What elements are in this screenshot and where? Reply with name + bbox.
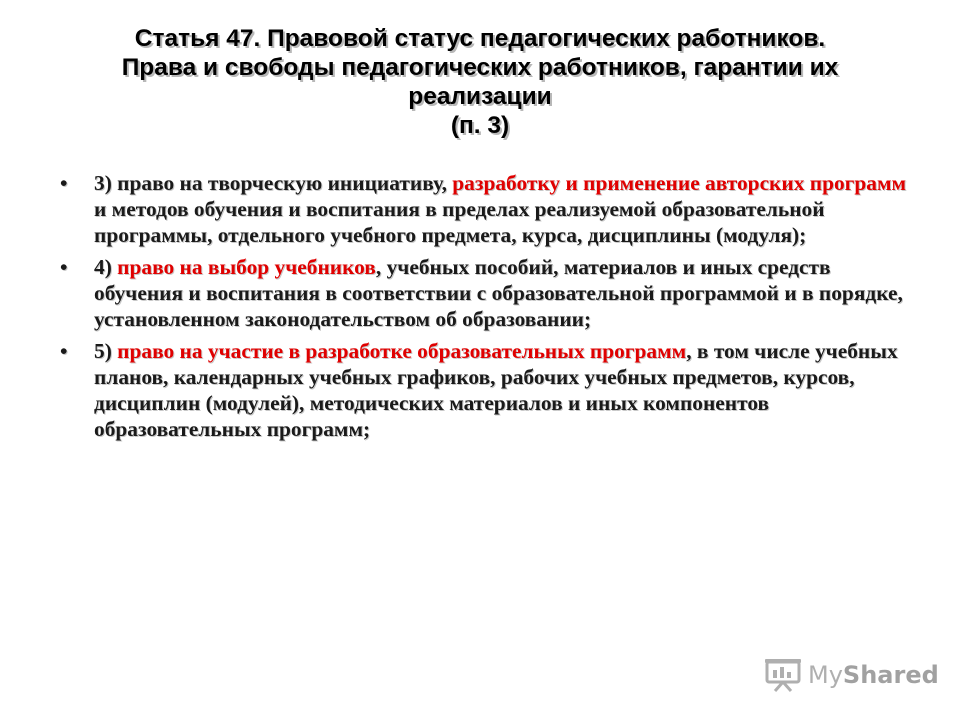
- item-highlight: разработку и применение авторских программ: [452, 171, 907, 195]
- list-item: [60, 170, 910, 248]
- bullet-icon: •: [60, 255, 68, 279]
- watermark-prefix: My: [808, 661, 843, 689]
- title-line-3: реализации: [408, 83, 552, 110]
- slide-body: [60, 170, 910, 448]
- item-text: 5): [94, 339, 118, 363]
- item-text-rest: , учебных пособий, материалов и иных средств обучения и воспитания в соответствии с образовательной программой и в порядке, установленном законодательством об образовании;: [94, 255, 903, 331]
- watermark-text: [808, 661, 939, 689]
- title-line-1: Статья 47. Правовой статус педагогических работников.: [134, 25, 826, 52]
- list-item: [60, 254, 910, 332]
- list-item: [60, 338, 910, 442]
- rights-list: [60, 170, 910, 442]
- bullet-icon: •: [60, 171, 68, 195]
- mysharED-watermark: [764, 655, 939, 695]
- title-line-2: Права и свободы педагогических работников, гарантии их: [121, 54, 839, 81]
- bullet-icon: •: [60, 339, 68, 363]
- item-text: 4): [94, 255, 118, 279]
- presentation-board-icon: [764, 657, 802, 693]
- slide-title: [60, 24, 900, 140]
- item-text-rest: , в том числе учебных планов, календарных учебных графиков, рабочих учебных предметов, курсов, дисциплин (модулей), методических материалов и иных компонентов образовательных программ;: [94, 339, 898, 441]
- item-text-rest: и методов обучения и воспитания в пределах реализуемой образовательной программы, отдельного учебного предмета, курса, дисциплины (модуля);: [94, 197, 825, 247]
- title-line-4: (п. 3): [450, 112, 510, 139]
- item-highlight: право на выбор учебников: [117, 255, 376, 279]
- watermark-name: Shared: [842, 661, 939, 689]
- item-text: 3) право на творческую инициативу,: [94, 171, 453, 195]
- item-highlight: право на участие в разработке образовательных программ: [117, 339, 687, 363]
